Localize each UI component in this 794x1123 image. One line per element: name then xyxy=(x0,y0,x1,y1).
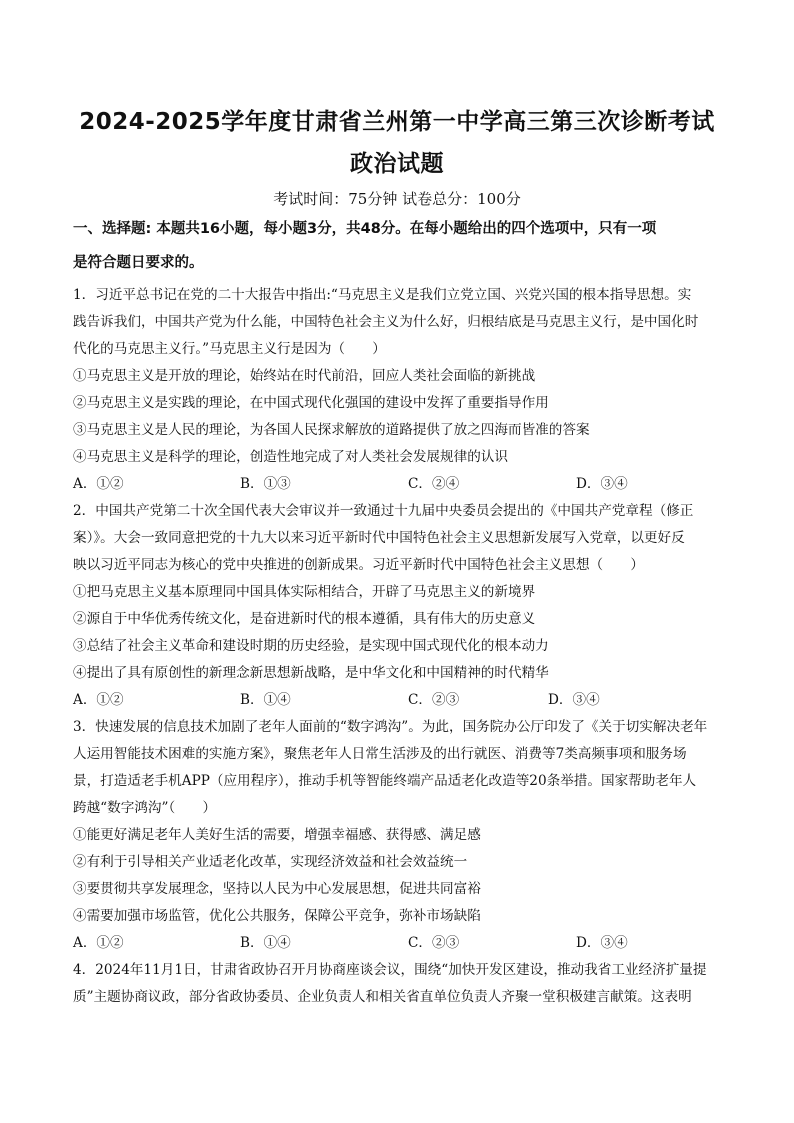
exam-info: 考试时间：75分钟 试卷总分：100分 xyxy=(273,190,521,208)
statement-4: ④需要加强市场监管，优化公共服务，保障公平竞争，弥补市场缺陷 xyxy=(73,908,481,924)
statement-3: ③总结了社会主义革命和建设时期的历史经验，是实现中国式现代化的根本动力 xyxy=(73,638,549,654)
statement-4: ④提出了具有原创性的新理念新思想新战略，是中华文化和中国精神的时代精华 xyxy=(73,665,549,681)
question-stem-line: 人运用智能技术困难的实施方案》，聚焦老年人日常生活涉及的出行就医、消费等7类高频事项和服务场 xyxy=(73,746,687,762)
statement-1: ①把马克思主义基本原理同中国具体实际相结合，开辟了马克思主义的新境界 xyxy=(73,584,536,600)
option-a: A．①② xyxy=(73,935,124,951)
question-stem-line: 质”主题协商议政，部分省政协委员、企业负责人和相关省直单位负责人齐聚一堂积极建言献策。这表明 xyxy=(73,989,692,1005)
question-stem-line: 跨越“数字鸿沟”（ ） xyxy=(73,800,217,816)
question-stem-line: 案）》。大会一致同意把党的十九大以来习近平新时代中国特色社会主义思想新发展写入党章，以更好反 xyxy=(73,530,685,546)
exam-subject-title: 政治试题 xyxy=(350,151,444,177)
statement-2: ②马克思主义是实践的理论，在中国式现代化强国的建设中发挥了重要指导作用 xyxy=(73,395,549,411)
exam-title: 2024-2025学年度甘肃省兰州第一中学高三第三次诊断考试 xyxy=(79,109,715,135)
option-c: C．②④ xyxy=(408,476,460,492)
option-b: B．①④ xyxy=(240,935,291,951)
statement-3: ③马克思主义是人民的理论，为各国人民探求解放的道路提供了放之四海而皆准的答案 xyxy=(73,422,590,438)
question-stem-line: 映以习近平同志为核心的党中央推进的创新成果。习近平新时代中国特色社会主义思想（ ） xyxy=(73,557,644,573)
option-a: A．①② xyxy=(73,692,124,708)
option-b: B．①④ xyxy=(240,692,291,708)
section-heading-cont: 是符合题日要求的。 xyxy=(73,255,204,271)
section-heading: 一、选择题: 本题共16小题，每小题3分，共48分。在每小题给出的四个选项中，只有一项 xyxy=(73,221,657,237)
option-b: B．①③ xyxy=(240,476,291,492)
question-stem-line: 践告诉我们，中国共产党为什么能，中国特色社会主义为什么好，归根结底是马克思主义行，是中国化时 xyxy=(73,314,699,330)
question-stem-line: 3．快速发展的信息技术加剧了老年人面前的“数字鸿沟”。为此，国务院办公厅印发了《关于切实解决老年 xyxy=(73,719,708,735)
question-stem-line: 代化的马克思主义行。”马克思主义行是因为（ ） xyxy=(73,341,386,357)
option-a: A．①② xyxy=(73,476,124,492)
statement-1: ①马克思主义是开放的理论，始终站在时代前沿，回应人类社会面临的新挑战 xyxy=(73,368,536,384)
option-d: D．③④ xyxy=(548,692,600,708)
question-stem-line: 2．中国共产党第二十次全国代表大会审议并一致通过十九届中央委员会提出的《中国共产党章程（修正 xyxy=(73,503,694,519)
option-d: D．③④ xyxy=(576,935,628,951)
question-stem-line: 景，打造适老手机APP（应用程序），推动手机等智能终端产品适老化改造等20条举措。国家帮助老年人 xyxy=(73,773,697,789)
question-stem-line: 1．习近平总书记在党的二十大报告中指出:“马克思主义是我们立党立国、兴党兴国的根本指导思想。实 xyxy=(73,287,692,303)
option-c: C．②③ xyxy=(408,692,460,708)
statement-1: ①能更好满足老年人美好生活的需要，增强幸福感、获得感、满足感 xyxy=(73,827,481,843)
statement-2: ②源自于中华优秀传统文化，是奋进新时代的根本遵循，具有伟大的历史意义 xyxy=(73,611,536,627)
option-c: C．②③ xyxy=(408,935,460,951)
statement-3: ③要贯彻共享发展理念，坚持以人民为中心发展思想，促进共同富裕 xyxy=(73,881,481,897)
statement-4: ④马克思主义是科学的理论，创造性地完成了对人类社会发展规律的认识 xyxy=(73,449,508,465)
statement-2: ②有利于引导相关产业适老化改革，实现经济效益和社会效益统一 xyxy=(73,854,468,870)
question-stem-line: 4．2024年11月1日，甘肃省政协召开月协商座谈会议，围绕“加快开发区建设，推动我省工业经济扩量提 xyxy=(73,962,707,978)
option-d: D．③④ xyxy=(576,476,628,492)
